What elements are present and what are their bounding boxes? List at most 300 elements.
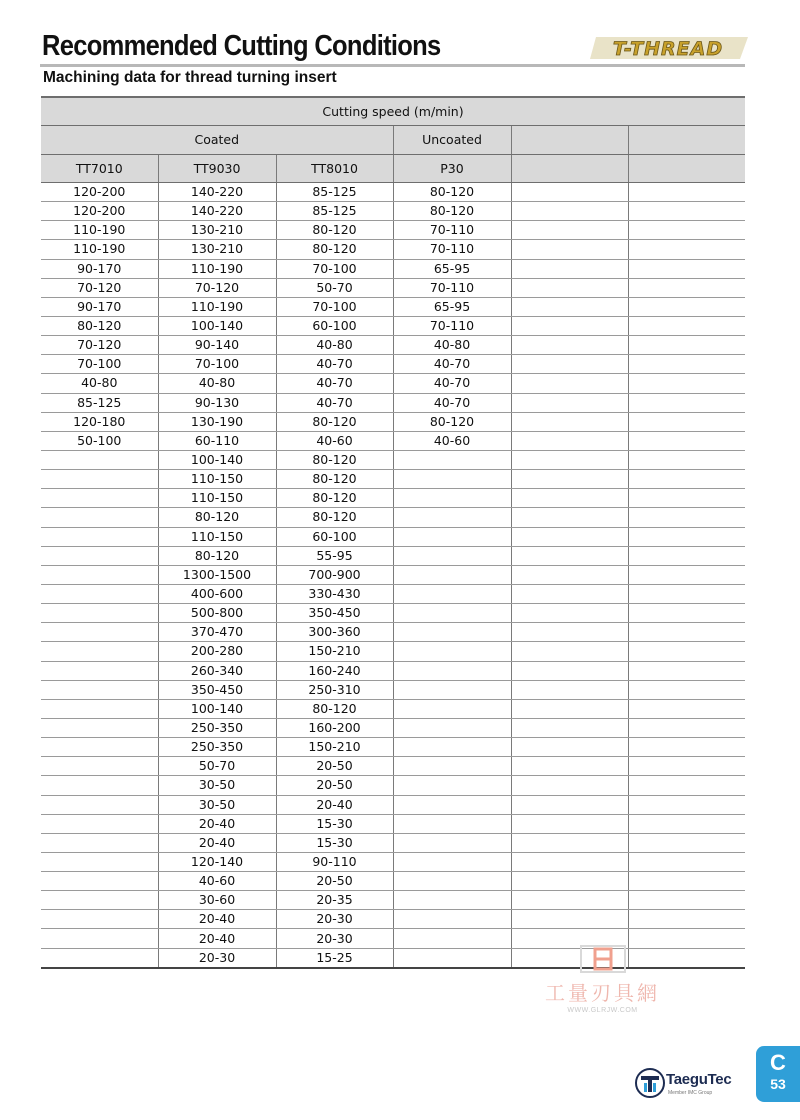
table-cell <box>628 202 745 221</box>
table-cell: 70-110 <box>393 221 511 240</box>
table-cell: 20-30 <box>276 910 393 929</box>
table-cell: 80-120 <box>276 699 393 718</box>
table-cell <box>511 814 628 833</box>
table-cell: 40-80 <box>41 374 158 393</box>
cutting-speed-header: Cutting speed (m/min) <box>41 97 745 126</box>
table-cell: 80-120 <box>276 450 393 469</box>
table-cell: 20-50 <box>276 776 393 795</box>
table-cell: 30-50 <box>158 795 276 814</box>
table-cell: 40-80 <box>276 336 393 355</box>
table-cell <box>393 546 511 565</box>
table-cell: 400-600 <box>158 584 276 603</box>
table-cell <box>41 718 158 737</box>
table-cell <box>393 757 511 776</box>
table-row <box>41 604 745 623</box>
table-cell: 80-120 <box>158 546 276 565</box>
table-cell: 20-35 <box>276 891 393 910</box>
table-cell <box>511 699 628 718</box>
brand-name: TaeguTec <box>666 1071 732 1088</box>
table-cell <box>511 776 628 795</box>
table-row <box>41 546 745 565</box>
table-row <box>41 202 745 221</box>
table-cell: 15-30 <box>276 833 393 852</box>
table-cell <box>628 872 745 891</box>
table-cell: 40-70 <box>393 355 511 374</box>
table-cell <box>41 929 158 948</box>
table-cell: 70-110 <box>393 240 511 259</box>
table-cell: 120-180 <box>41 412 158 431</box>
section-page-tab <box>756 1046 800 1102</box>
table-cell <box>41 527 158 546</box>
table-cell <box>511 508 628 527</box>
table-cell: 700-900 <box>276 565 393 584</box>
table-cell <box>628 527 745 546</box>
table-row <box>41 872 745 891</box>
table-cell <box>628 891 745 910</box>
table-cell <box>511 795 628 814</box>
table-cell <box>511 584 628 603</box>
table-cell <box>41 565 158 584</box>
table-cell: 350-450 <box>158 680 276 699</box>
table-cell <box>628 661 745 680</box>
grade-header-tt8010: TT8010 <box>276 154 393 183</box>
table-row <box>41 891 745 910</box>
watermark <box>535 945 670 1015</box>
table-cell <box>511 450 628 469</box>
table-cell: 120-140 <box>158 852 276 871</box>
table-row <box>41 910 745 929</box>
taegutec-emblem-icon <box>634 1067 666 1099</box>
table-row <box>41 565 745 584</box>
grade-header-tt9030: TT9030 <box>158 154 276 183</box>
table-cell: 130-190 <box>158 412 276 431</box>
table-cell <box>511 355 628 374</box>
table-cell: 500-800 <box>158 604 276 623</box>
table-cell <box>393 584 511 603</box>
table-row <box>41 757 745 776</box>
table-cell: 80-120 <box>276 489 393 508</box>
table-cell <box>628 776 745 795</box>
table-cell <box>41 470 158 489</box>
table-cell <box>393 489 511 508</box>
table-cell <box>41 795 158 814</box>
watermark-chinese-text: 工量刃具網 <box>545 981 660 1005</box>
table-cell <box>511 470 628 489</box>
table-row <box>41 450 745 469</box>
table-cell: 40-70 <box>276 355 393 374</box>
table-cell <box>628 259 745 278</box>
table-row <box>41 221 745 240</box>
table-cell: 70-100 <box>276 297 393 316</box>
grade-header-p30: P30 <box>393 154 511 183</box>
table-row <box>41 508 745 527</box>
header-row-group <box>41 97 745 126</box>
table-cell: 300-360 <box>276 623 393 642</box>
table-cell: 110-150 <box>158 527 276 546</box>
table-row <box>41 833 745 852</box>
table-cell <box>41 642 158 661</box>
header-row-grades <box>41 154 745 183</box>
section-letter: C <box>770 1050 786 1075</box>
table-cell <box>511 680 628 699</box>
table-cell: 40-60 <box>393 431 511 450</box>
table-row <box>41 584 745 603</box>
table-row <box>41 336 745 355</box>
table-cell: 80-120 <box>276 412 393 431</box>
table-cell: 100-140 <box>158 699 276 718</box>
table-cell: 20-50 <box>276 872 393 891</box>
table-cell: 85-125 <box>41 393 158 412</box>
table-row <box>41 470 745 489</box>
table-cell: 80-120 <box>276 470 393 489</box>
page-subtitle: Machining data for thread turning insert <box>43 69 337 86</box>
table-cell <box>511 642 628 661</box>
table-cell <box>393 872 511 891</box>
page-title: Recommended Cutting Conditions <box>42 30 441 62</box>
table-row <box>41 489 745 508</box>
table-cell <box>41 852 158 871</box>
table-cell: 90-110 <box>276 852 393 871</box>
table-row <box>41 852 745 871</box>
table-cell <box>511 604 628 623</box>
table-cell: 140-220 <box>158 183 276 202</box>
table-cell: 15-30 <box>276 814 393 833</box>
table-cell <box>628 852 745 871</box>
uncoated-header: Uncoated <box>393 126 511 155</box>
table-row <box>41 680 745 699</box>
table-cell <box>393 910 511 929</box>
table-row <box>41 278 745 297</box>
table-cell <box>41 661 158 680</box>
table-row <box>41 355 745 374</box>
table-cell <box>628 316 745 335</box>
table-cell <box>393 833 511 852</box>
watermark-logo-icon <box>580 945 626 973</box>
table-cell: 90-170 <box>41 297 158 316</box>
table-cell: 60-100 <box>276 316 393 335</box>
table-cell: 40-70 <box>276 393 393 412</box>
table-cell <box>41 699 158 718</box>
table-cell: 150-210 <box>276 738 393 757</box>
table-cell <box>628 757 745 776</box>
table-cell: 85-125 <box>276 202 393 221</box>
table-cell <box>628 833 745 852</box>
empty-header-cell <box>511 126 628 155</box>
table-cell <box>41 508 158 527</box>
cutting-speed-table <box>41 96 745 969</box>
table-cell: 40-70 <box>393 374 511 393</box>
table-cell: 40-70 <box>276 374 393 393</box>
table-cell: 40-70 <box>393 393 511 412</box>
table-cell <box>628 642 745 661</box>
table-cell <box>393 738 511 757</box>
table-cell <box>628 470 745 489</box>
table-row <box>41 527 745 546</box>
table-cell: 110-190 <box>41 240 158 259</box>
table-cell <box>628 393 745 412</box>
table-cell <box>511 316 628 335</box>
table-cell <box>628 450 745 469</box>
table-cell: 140-220 <box>158 202 276 221</box>
table-cell <box>41 680 158 699</box>
table-cell <box>511 259 628 278</box>
empty-header-cell <box>628 154 745 183</box>
watermark-url: WWW.GLRJW.COM <box>567 1007 638 1014</box>
table-cell <box>393 565 511 584</box>
table-cell <box>511 910 628 929</box>
table-cell <box>511 718 628 737</box>
table-cell: 80-120 <box>158 508 276 527</box>
table-row <box>41 776 745 795</box>
table-cell: 250-310 <box>276 680 393 699</box>
table-cell: 130-210 <box>158 221 276 240</box>
empty-header-cell <box>511 154 628 183</box>
t-thread-logo <box>590 35 750 61</box>
table-cell <box>41 604 158 623</box>
empty-header-cell <box>628 126 745 155</box>
table-cell: 70-110 <box>393 316 511 335</box>
table-cell <box>41 814 158 833</box>
table-cell <box>41 833 158 852</box>
table-cell <box>393 623 511 642</box>
table-cell <box>511 221 628 240</box>
table-cell: 20-40 <box>158 833 276 852</box>
table-cell <box>511 431 628 450</box>
table-cell <box>511 183 628 202</box>
table-cell: 40-60 <box>158 872 276 891</box>
table-cell <box>393 450 511 469</box>
table-cell: 110-190 <box>41 221 158 240</box>
table-cell: 70-100 <box>158 355 276 374</box>
table-cell <box>628 795 745 814</box>
table-cell <box>511 757 628 776</box>
table-cell: 70-100 <box>41 355 158 374</box>
table-cell: 1300-1500 <box>158 565 276 584</box>
table-cell <box>511 623 628 642</box>
table-cell <box>393 508 511 527</box>
table-cell: 80-120 <box>276 240 393 259</box>
table-cell <box>628 718 745 737</box>
table-cell <box>628 240 745 259</box>
table-cell <box>628 412 745 431</box>
table-cell: 60-110 <box>158 431 276 450</box>
table-cell: 80-120 <box>276 221 393 240</box>
table-cell: 160-240 <box>276 661 393 680</box>
table-cell <box>628 431 745 450</box>
table-cell <box>511 738 628 757</box>
table-cell <box>393 470 511 489</box>
table-cell: 70-120 <box>41 336 158 355</box>
table-cell <box>511 872 628 891</box>
table-cell: 250-350 <box>158 738 276 757</box>
table-cell <box>511 412 628 431</box>
table-cell: 100-140 <box>158 450 276 469</box>
table-cell <box>41 757 158 776</box>
table-cell <box>628 374 745 393</box>
table-cell: 40-80 <box>158 374 276 393</box>
table-cell <box>628 278 745 297</box>
table-cell <box>41 546 158 565</box>
table-cell <box>41 948 158 968</box>
table-cell <box>393 718 511 737</box>
table-cell: 80-120 <box>393 202 511 221</box>
table-cell: 110-150 <box>158 489 276 508</box>
table-cell: 330-430 <box>276 584 393 603</box>
table-row <box>41 297 745 316</box>
table-cell <box>41 489 158 508</box>
table-cell <box>511 546 628 565</box>
table-cell <box>628 489 745 508</box>
table-cell <box>511 336 628 355</box>
table-cell: 20-50 <box>276 757 393 776</box>
table-cell: 250-350 <box>158 718 276 737</box>
table-cell <box>628 221 745 240</box>
table-cell: 50-70 <box>158 757 276 776</box>
table-cell: 80-120 <box>276 508 393 527</box>
table-cell: 70-110 <box>393 278 511 297</box>
table-cell: 15-25 <box>276 948 393 968</box>
table-cell <box>511 202 628 221</box>
table-cell <box>511 527 628 546</box>
title-divider <box>40 64 745 67</box>
table-cell <box>628 623 745 642</box>
table-row <box>41 412 745 431</box>
table-row <box>41 795 745 814</box>
table-cell <box>41 450 158 469</box>
table-cell: 80-120 <box>393 412 511 431</box>
table-cell <box>41 776 158 795</box>
table-cell <box>393 795 511 814</box>
table-cell: 20-40 <box>276 795 393 814</box>
table-row <box>41 240 745 259</box>
table-row <box>41 642 745 661</box>
header-row-coating <box>41 126 745 155</box>
svg-text:T-THREAD: T-THREAD <box>612 38 724 60</box>
table-cell <box>41 584 158 603</box>
table-cell <box>41 910 158 929</box>
table-cell <box>393 929 511 948</box>
table-cell: 70-120 <box>41 278 158 297</box>
table-cell <box>393 699 511 718</box>
table-row <box>41 183 745 202</box>
table-cell <box>393 642 511 661</box>
table-cell: 80-120 <box>41 316 158 335</box>
table-cell <box>393 604 511 623</box>
table-cell: 40-60 <box>276 431 393 450</box>
table-cell: 350-450 <box>276 604 393 623</box>
table-cell: 150-210 <box>276 642 393 661</box>
table-cell <box>511 374 628 393</box>
table-cell <box>511 297 628 316</box>
table-cell <box>511 833 628 852</box>
table-cell <box>393 661 511 680</box>
table-cell <box>628 584 745 603</box>
table-cell <box>628 336 745 355</box>
table-row <box>41 738 745 757</box>
table-cell: 370-470 <box>158 623 276 642</box>
table-cell: 70-120 <box>158 278 276 297</box>
table-cell: 70-100 <box>276 259 393 278</box>
table-cell <box>628 814 745 833</box>
table-cell <box>628 565 745 584</box>
table-cell: 30-50 <box>158 776 276 795</box>
table-cell: 40-80 <box>393 336 511 355</box>
table-cell <box>511 240 628 259</box>
table-cell: 90-130 <box>158 393 276 412</box>
table-cell <box>393 948 511 968</box>
table-cell: 65-95 <box>393 297 511 316</box>
table-cell: 50-100 <box>41 431 158 450</box>
table-cell <box>628 183 745 202</box>
table-cell <box>393 814 511 833</box>
table-row <box>41 431 745 450</box>
table-cell <box>628 355 745 374</box>
table-cell <box>628 297 745 316</box>
table-cell: 50-70 <box>276 278 393 297</box>
table-row <box>41 393 745 412</box>
table-cell: 20-40 <box>158 814 276 833</box>
table-row <box>41 623 745 642</box>
table-cell: 30-60 <box>158 891 276 910</box>
table-cell: 120-200 <box>41 183 158 202</box>
table-cell: 20-40 <box>158 929 276 948</box>
table-cell <box>41 738 158 757</box>
table-cell: 110-190 <box>158 297 276 316</box>
table-cell: 160-200 <box>276 718 393 737</box>
table-row <box>41 718 745 737</box>
table-cell: 85-125 <box>276 183 393 202</box>
taegutec-logo <box>634 1067 754 1101</box>
page-number: 53 <box>770 1076 786 1092</box>
table-cell: 130-210 <box>158 240 276 259</box>
table-cell <box>393 680 511 699</box>
table-cell <box>511 278 628 297</box>
table-cell <box>393 527 511 546</box>
table-cell <box>41 623 158 642</box>
table-cell: 120-200 <box>41 202 158 221</box>
table-cell: 20-40 <box>158 910 276 929</box>
table-cell <box>628 546 745 565</box>
table-cell: 260-340 <box>158 661 276 680</box>
table-cell: 90-170 <box>41 259 158 278</box>
table-row <box>41 259 745 278</box>
table-cell: 60-100 <box>276 527 393 546</box>
table-cell <box>628 699 745 718</box>
table-cell <box>511 891 628 910</box>
table-cell: 65-95 <box>393 259 511 278</box>
table-cell: 55-95 <box>276 546 393 565</box>
table-cell <box>393 852 511 871</box>
table-cell <box>511 565 628 584</box>
table-cell <box>628 910 745 929</box>
table-cell <box>393 891 511 910</box>
table-cell: 20-30 <box>276 929 393 948</box>
table-cell: 100-140 <box>158 316 276 335</box>
table-cell <box>628 738 745 757</box>
table-cell <box>511 661 628 680</box>
table-row <box>41 699 745 718</box>
table-cell <box>511 852 628 871</box>
table-row <box>41 661 745 680</box>
table-cell <box>393 776 511 795</box>
table-cell <box>628 604 745 623</box>
table-cell: 90-140 <box>158 336 276 355</box>
table-row <box>41 814 745 833</box>
table-cell <box>41 872 158 891</box>
coated-header: Coated <box>41 126 393 155</box>
table-cell: 20-30 <box>158 948 276 968</box>
grade-header-tt7010: TT7010 <box>41 154 158 183</box>
